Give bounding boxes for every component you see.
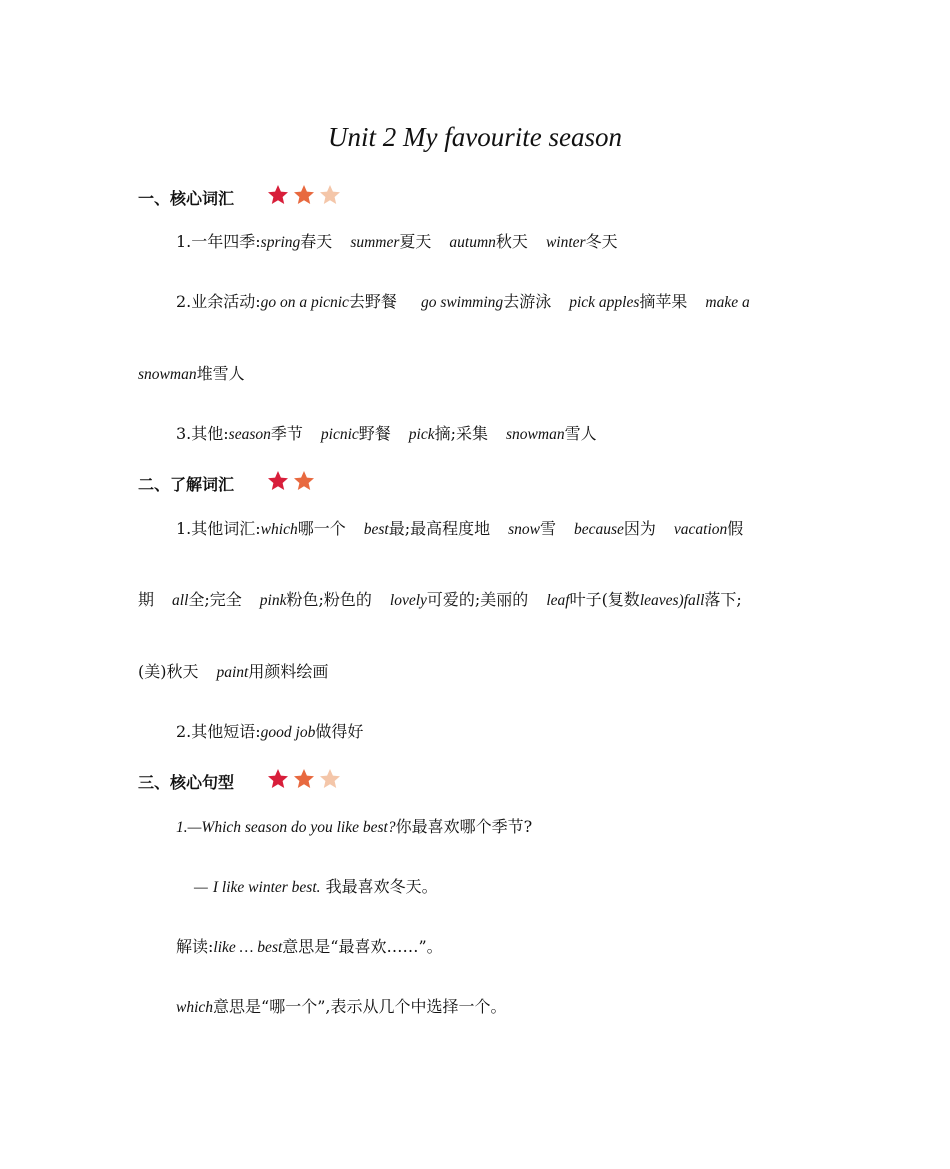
- star-icon: [292, 469, 316, 493]
- vocab-line-other-phrases: 2.其他短语:good job做得好: [176, 722, 364, 741]
- star-icon: [266, 469, 290, 493]
- sentence-answer: — I like winter best. 我最喜欢冬天。: [194, 877, 438, 896]
- difficulty-stars-3: [266, 767, 342, 791]
- star-icon: [318, 767, 342, 791]
- star-icon: [266, 767, 290, 791]
- star-icon: [318, 183, 342, 207]
- section-heading-core-sentences: 三、核心句型: [138, 773, 235, 792]
- sentence-question: 1.—Which season do you like best?你最喜欢哪个季节?: [176, 817, 533, 836]
- document-title: Unit 2 My favourite season: [328, 122, 622, 152]
- sentence-note-which: which意思是“哪一个”,表示从几个中选择一个。: [176, 997, 507, 1016]
- star-icon: [292, 183, 316, 207]
- difficulty-stars-3: [266, 183, 342, 207]
- star-icon: [292, 767, 316, 791]
- vocab-line-activities-cont: snowman堆雪人: [138, 364, 245, 383]
- vocab-line-other-words: 1.其他词汇:which哪一个 best最;最高程度地 snow雪 because因为 vacation假: [176, 519, 744, 538]
- vocab-line-activities: 2.业余活动:go on a picnic去野餐 go swimming去游泳 pick apples摘苹果 make a: [176, 292, 750, 311]
- section-heading-extra-vocabulary: 二、了解词汇: [138, 475, 235, 494]
- vocab-line-other-words-cont2: (美)秋天 paint用颜料绘画: [138, 662, 329, 681]
- vocab-line-other-words-cont: 期 all全;完全 pink粉色;粉色的 lovely可爱的;美丽的 leaf叶子(复数leaves)fall落下;: [138, 590, 742, 609]
- vocab-line-seasons: 1.一年四季:spring春天 summer夏天 autumn秋天 winter冬天: [176, 232, 618, 251]
- section-heading-core-vocabulary: 一、核心词汇: [138, 189, 235, 208]
- sentence-note-like-best: 解读:like … best意思是“最喜欢……”。: [176, 937, 443, 956]
- star-icon: [266, 183, 290, 207]
- difficulty-stars-2: [266, 469, 316, 493]
- vocab-line-others: 3.其他:season季节 picnic野餐 pick摘;采集 snowman雪人: [176, 424, 597, 443]
